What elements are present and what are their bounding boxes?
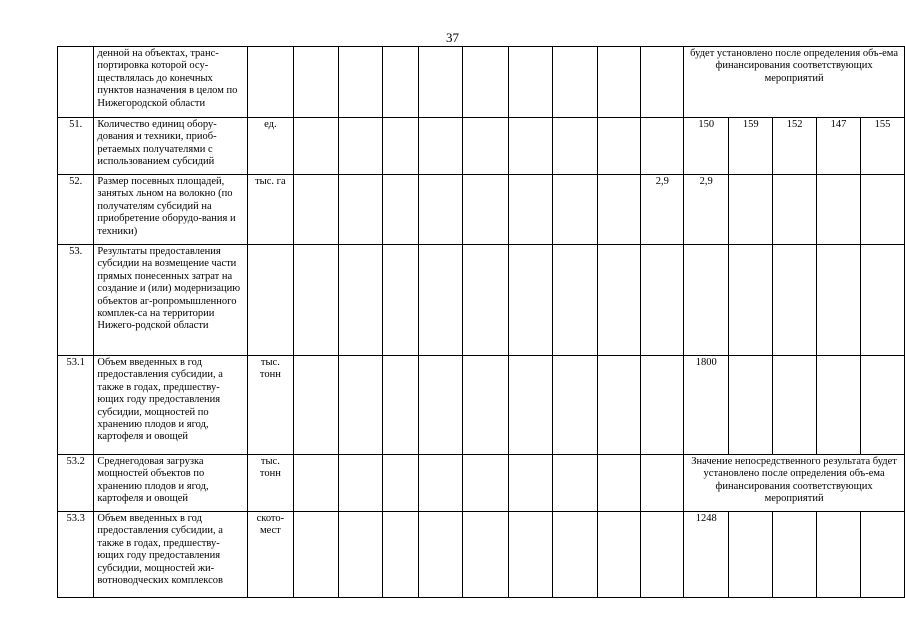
program-value-cell bbox=[860, 356, 904, 455]
value-cell bbox=[382, 47, 418, 118]
value-cell bbox=[598, 47, 641, 118]
row-number: 53.3 bbox=[58, 512, 94, 598]
table-row bbox=[58, 512, 905, 598]
program-value-cell: 1800 bbox=[684, 356, 729, 455]
value-cell bbox=[598, 175, 641, 245]
value-cell bbox=[509, 47, 553, 118]
value-cell bbox=[509, 356, 553, 455]
value-cell bbox=[463, 512, 509, 598]
program-value-cell: 147 bbox=[817, 118, 861, 175]
value-cell bbox=[598, 118, 641, 175]
program-value-cell bbox=[729, 175, 773, 245]
merged-note: Значение непосредственного результата будет установлено после определения объ-ема финансирования соответствующих мероприятий bbox=[684, 455, 905, 512]
value-cell bbox=[509, 455, 553, 512]
row-number: 53.1 bbox=[58, 356, 94, 455]
unit bbox=[248, 47, 293, 118]
value-cell bbox=[641, 245, 684, 356]
unit: тыс. тонн bbox=[248, 356, 293, 455]
value-cell bbox=[598, 356, 641, 455]
program-value-cell bbox=[773, 245, 817, 356]
value-cell bbox=[338, 455, 382, 512]
value-cell bbox=[419, 512, 463, 598]
program-value-cell bbox=[729, 356, 773, 455]
value-cell bbox=[419, 245, 463, 356]
value-cell bbox=[293, 118, 338, 175]
program-value-cell bbox=[729, 512, 773, 598]
program-value-cell: 152 bbox=[773, 118, 817, 175]
value-cell: 2,9 bbox=[641, 175, 684, 245]
value-cell bbox=[598, 245, 641, 356]
program-value-cell bbox=[729, 245, 773, 356]
indicators-table bbox=[57, 46, 905, 598]
value-cell bbox=[382, 245, 418, 356]
value-cell bbox=[293, 455, 338, 512]
unit: ед. bbox=[248, 118, 293, 175]
table-row bbox=[58, 356, 905, 455]
value-cell bbox=[553, 245, 598, 356]
value-cell bbox=[293, 175, 338, 245]
table-row bbox=[58, 245, 905, 356]
indicator-name: Количество единиц обору-дования и техники, приоб-ретаемых получателями с использованием субсидий bbox=[94, 118, 248, 175]
program-value-cell bbox=[860, 512, 904, 598]
value-cell bbox=[463, 356, 509, 455]
table-row bbox=[58, 175, 905, 245]
program-value-cell: 2,9 bbox=[684, 175, 729, 245]
value-cell bbox=[463, 118, 509, 175]
unit: тыс. тонн bbox=[248, 455, 293, 512]
value-cell bbox=[382, 455, 418, 512]
value-cell bbox=[641, 356, 684, 455]
unit bbox=[248, 245, 293, 356]
value-cell bbox=[553, 356, 598, 455]
program-value-cell bbox=[773, 175, 817, 245]
program-value-cell: 159 bbox=[729, 118, 773, 175]
program-value-cell: 1248 bbox=[684, 512, 729, 598]
value-cell bbox=[553, 512, 598, 598]
value-cell bbox=[338, 356, 382, 455]
value-cell bbox=[382, 512, 418, 598]
value-cell bbox=[419, 356, 463, 455]
program-value-cell bbox=[817, 512, 861, 598]
value-cell bbox=[382, 356, 418, 455]
program-value-cell bbox=[817, 175, 861, 245]
indicator-name: Объем введенных в год предоставления субсидии, а также в годах, предшеству-ющих году предоставления субсидии, мощностей жи-вотноводческих комплексов bbox=[94, 512, 248, 598]
value-cell bbox=[509, 245, 553, 356]
indicator-name: Объем введенных в год предоставления субсидии, а также в годах, предшеству-ющих году предоставления субсидии, мощностей по хранению плодов и ягод, картофеля и овощей bbox=[94, 356, 248, 455]
value-cell bbox=[338, 245, 382, 356]
value-cell bbox=[553, 455, 598, 512]
value-cell bbox=[382, 118, 418, 175]
row-number: 53.2 bbox=[58, 455, 94, 512]
row-number: 52. bbox=[58, 175, 94, 245]
unit: тыс. га bbox=[248, 175, 293, 245]
value-cell bbox=[509, 118, 553, 175]
merged-note: будет установлено после определения объ-ема финансирования соответствующих мероприятий bbox=[684, 47, 905, 118]
indicator-name: денной на объектах, транс-портировка которой осу-ществлялась до конечных пунктов назначения в целом по Нижегородской области bbox=[94, 47, 248, 118]
value-cell bbox=[293, 356, 338, 455]
value-cell bbox=[293, 245, 338, 356]
indicator-name: Результаты предоставления субсидии на возмещение части прямых понесенных затрат на создание и (или) модернизацию объектов аг-ропромышленного комплек-са на территории Нижего-родской области bbox=[94, 245, 248, 356]
table-row bbox=[58, 47, 905, 118]
value-cell bbox=[463, 245, 509, 356]
value-cell bbox=[553, 175, 598, 245]
program-value-cell: 155 bbox=[860, 118, 904, 175]
value-cell bbox=[419, 455, 463, 512]
value-cell bbox=[463, 455, 509, 512]
value-cell bbox=[338, 512, 382, 598]
value-cell bbox=[641, 455, 684, 512]
value-cell bbox=[419, 47, 463, 118]
value-cell bbox=[598, 455, 641, 512]
value-cell bbox=[553, 47, 598, 118]
table-row bbox=[58, 118, 905, 175]
program-value-cell bbox=[773, 356, 817, 455]
value-cell bbox=[293, 512, 338, 598]
value-cell bbox=[598, 512, 641, 598]
value-cell bbox=[382, 175, 418, 245]
table-row bbox=[58, 455, 905, 512]
value-cell bbox=[641, 512, 684, 598]
value-cell bbox=[419, 118, 463, 175]
value-cell bbox=[338, 118, 382, 175]
value-cell bbox=[338, 47, 382, 118]
program-value-cell bbox=[860, 175, 904, 245]
value-cell bbox=[641, 47, 684, 118]
value-cell bbox=[419, 175, 463, 245]
row-number: 53. bbox=[58, 245, 94, 356]
unit: ското-мест bbox=[248, 512, 293, 598]
program-value-cell bbox=[773, 512, 817, 598]
row-number: 51. bbox=[58, 118, 94, 175]
page-number: 37 bbox=[446, 30, 459, 45]
value-cell bbox=[463, 175, 509, 245]
row-number bbox=[58, 47, 94, 118]
value-cell bbox=[509, 175, 553, 245]
indicator-name: Размер посевных площадей, занятых льном на волокно (по получателям субсидий на приобретение оборудо-вания и техники) bbox=[94, 175, 248, 245]
program-value-cell: 150 bbox=[684, 118, 729, 175]
program-value-cell bbox=[684, 245, 729, 356]
indicator-name: Среднегодовая загрузка мощностей объектов по хранению плодов и ягод, картофеля и овощей bbox=[94, 455, 248, 512]
program-value-cell bbox=[817, 356, 861, 455]
value-cell bbox=[463, 47, 509, 118]
value-cell bbox=[553, 118, 598, 175]
value-cell bbox=[338, 175, 382, 245]
program-value-cell bbox=[817, 245, 861, 356]
value-cell bbox=[641, 118, 684, 175]
value-cell bbox=[509, 512, 553, 598]
value-cell bbox=[293, 47, 338, 118]
program-value-cell bbox=[860, 245, 904, 356]
